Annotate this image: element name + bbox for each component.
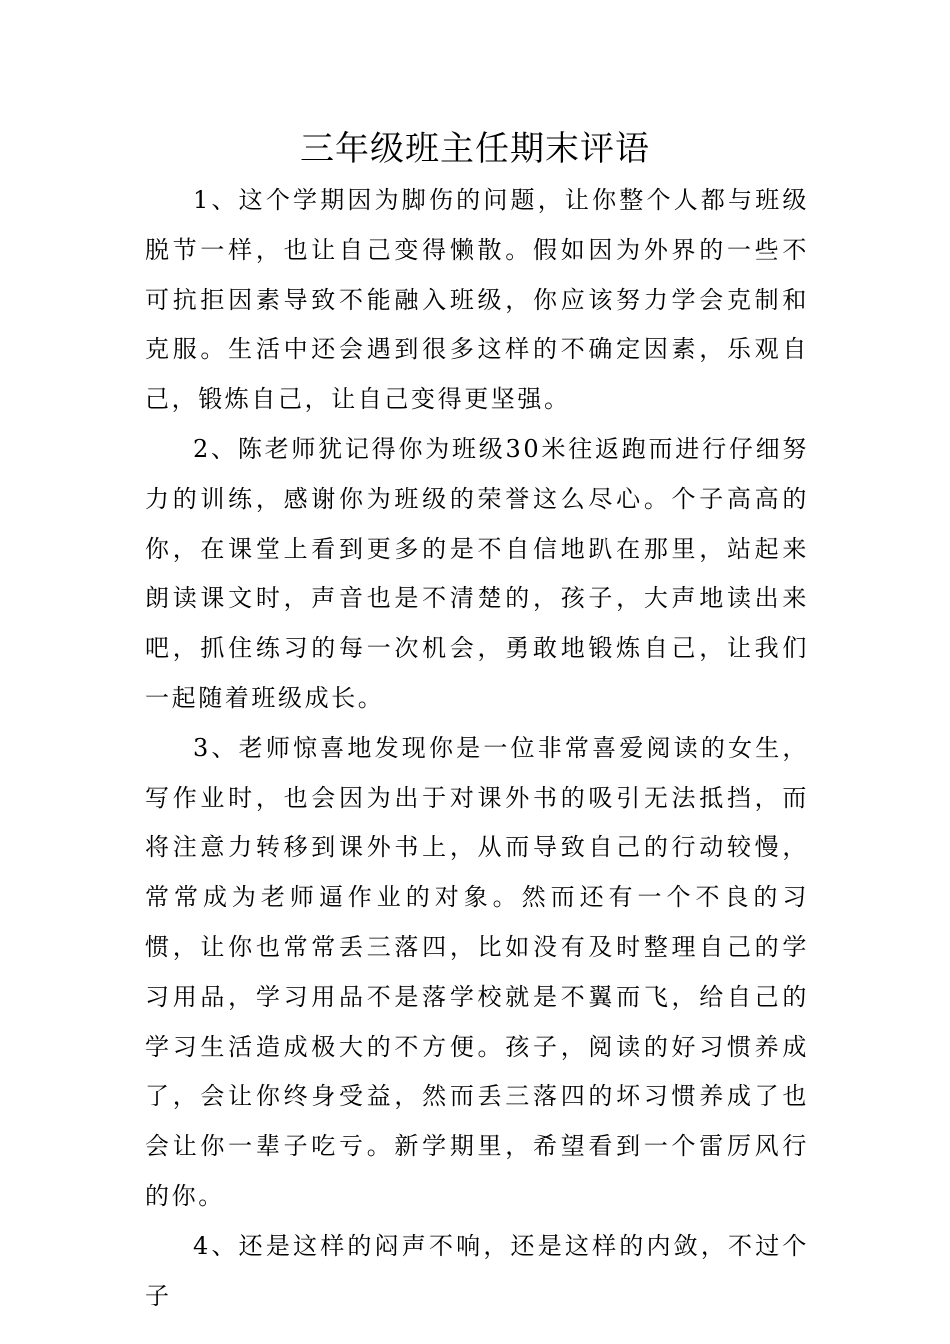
comment-paragraph-1: 1、这个学期因为脚伤的问题，让你整个人都与班级脱节一样，也让自己变得懒散。假如因为外界的一些不可抗拒因素导致不能融入班级，你应该努力学会克制和克服。生活中还会遇到很多这样的不确定因素，乐观自己，锻炼自己，让自己变得更坚强。 xyxy=(145,186,809,414)
document-title: 三年级班主任期末评语 xyxy=(300,129,650,169)
comment-paragraph-3: 3、老师惊喜地发现你是一位非常喜爱阅读的女生，写作业时，也会因为出于对课外书的吸引无法抵挡，而将注意力转移到课外书上，从而导致自己的行动较慢，常常成为老师逼作业的对象。然而还有一个不良的习惯，让你也常常丢三落四，比如没有及时整理自己的学习用品，学习用品不是落学校就是不翼而飞，给自己的学习生活造成极大的不方便。孩子，阅读的好习惯养成了，会让你终身受益，然而丢三落四的坏习惯养成了也会让你一辈子吃亏。新学期里，希望看到一个雷厉风行的你。 xyxy=(145,733,809,1210)
comment-paragraph-2: 2、陈老师犹记得你为班级30米往返跑而进行仔细努力的训练，感谢你为班级的荣誉这么尽心。个子高高的你，在课堂上看到更多的是不自信地趴在那里，站起来朗读课文时，声音也是不清楚的，孩子，大声地读出来吧，抓住练习的每一次机会，勇敢地锻炼自己，让我们一起随着班级成长。 xyxy=(145,434,809,712)
comment-paragraph-4: 4、还是这样的闷声不响，还是这样的内敛，不过个子 xyxy=(145,1231,809,1310)
document-body xyxy=(145,176,809,1321)
